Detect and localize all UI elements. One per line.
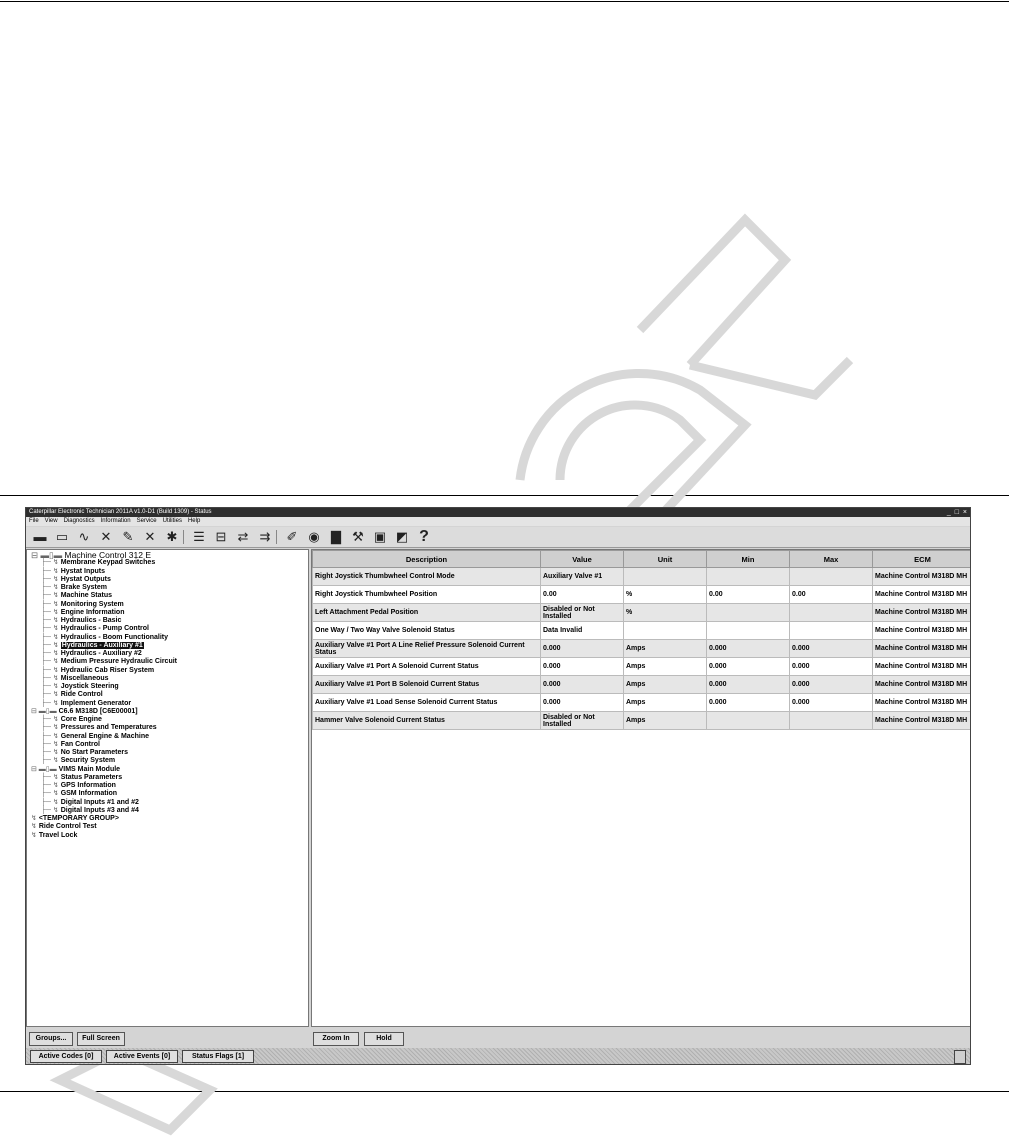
tree-item-label: Ride Control xyxy=(60,691,103,699)
tree-item-label: Machine Status xyxy=(60,592,113,600)
tree-item[interactable] xyxy=(41,683,119,691)
cell-max: 0.000 xyxy=(790,694,873,712)
parameter-group-icon: ├─ ↯ xyxy=(41,732,61,740)
tree-module-node[interactable] xyxy=(31,708,138,716)
tree-item[interactable] xyxy=(31,823,97,831)
calibrate-icon[interactable]: ⇄ xyxy=(237,529,249,544)
column-header-max[interactable]: Max xyxy=(790,551,873,568)
tree-item[interactable] xyxy=(41,716,102,724)
tree-item[interactable] xyxy=(41,634,168,642)
menu-information[interactable]: Information xyxy=(100,518,131,524)
tree-item-label: Machine Control 312 E xyxy=(64,550,151,560)
cell-unit: Amps xyxy=(624,640,707,658)
tree-item-label: VIMS Main Module xyxy=(58,765,121,773)
table-row[interactable] xyxy=(313,586,972,604)
tree-item[interactable] xyxy=(41,799,139,807)
cell-ecm: Machine Control M318D MH xyxy=(873,712,972,730)
cell-max: 0.000 xyxy=(790,640,873,658)
tree-item-label: Miscellaneous xyxy=(60,674,109,682)
tree-item-label: GSM Information xyxy=(60,790,118,798)
cell-unit xyxy=(624,568,707,586)
parameter-group-icon: ├─ ↯ xyxy=(41,567,61,575)
logged-events-icon[interactable]: ✕ xyxy=(144,529,156,544)
tree-item[interactable] xyxy=(41,625,149,633)
cell-min: 0.000 xyxy=(707,676,790,694)
parameter-group-icon: ├─ ↯ xyxy=(41,773,61,781)
tree-item-label: <TEMPORARY GROUP> xyxy=(38,815,119,822)
cell-unit: % xyxy=(624,586,707,604)
tree-item[interactable] xyxy=(31,832,77,840)
tree-item[interactable] xyxy=(41,601,124,609)
parameter-group-icon: ↯ xyxy=(31,831,39,839)
cell-max: 0.000 xyxy=(790,658,873,676)
tree-item[interactable] xyxy=(41,576,111,584)
cell-ecm: Machine Control M318D MH xyxy=(873,568,972,586)
tree-item-label: Membrane Keypad Switches xyxy=(60,559,156,567)
events-icon[interactable]: ✎ xyxy=(122,529,134,544)
cell-max xyxy=(790,604,873,622)
parameter-group-icon: ├─ ↯ xyxy=(41,674,61,682)
column-header-description[interactable]: Description xyxy=(313,551,541,568)
tree-item-label: Ride Control Test xyxy=(38,823,97,831)
table-header-row xyxy=(313,551,972,568)
tree-item-label: Engine Information xyxy=(60,608,125,616)
ecm-module-icon: ⊟ ▬▯▬ xyxy=(31,707,59,715)
toolbar xyxy=(26,527,970,548)
parameter-group-icon: ├─ ↯ xyxy=(41,757,61,765)
menu-utilities[interactable]: Utilities xyxy=(162,518,182,524)
parameter-group-icon: ├─ ↯ xyxy=(41,782,61,789)
table-row[interactable] xyxy=(313,658,972,676)
cell-unit: Amps xyxy=(624,694,707,712)
table-row[interactable] xyxy=(313,640,972,658)
middle-rule xyxy=(0,495,1009,496)
window-controls[interactable]: _ □ × xyxy=(946,509,968,516)
tree-item-label: Hystat Outputs xyxy=(60,575,111,583)
tree-module-node[interactable] xyxy=(31,766,120,774)
parameter-group-icon: ├─ ↯ xyxy=(41,608,61,616)
cell-description: Left Attachment Pedal Position xyxy=(313,604,541,622)
active-codes-tab[interactable]: Active Codes [0] xyxy=(30,1050,102,1063)
tree-item-label: Security System xyxy=(60,757,116,765)
parameter-group-icon: ├─ ↯ xyxy=(41,666,61,674)
binoculars-icon[interactable]: ▇ xyxy=(331,529,341,544)
tree-item-label: Hydraulics - Basic xyxy=(60,617,122,624)
printer-icon[interactable]: ▬ xyxy=(33,529,47,544)
tree-item-label: Implement Generator xyxy=(60,699,132,707)
cell-ecm: Machine Control M318D MH xyxy=(873,586,972,604)
cell-value: Auxiliary Valve #1 xyxy=(541,568,624,586)
status-icon[interactable]: ☰ xyxy=(193,529,205,544)
tree-item[interactable] xyxy=(41,774,122,782)
parameter-group-icon: ├─ ↯ xyxy=(41,617,61,624)
tree-item-label: Monitoring System xyxy=(60,600,124,608)
parameter-group-icon: ├─ ↯ xyxy=(41,575,61,583)
tree-item-label: GPS Information xyxy=(60,782,116,789)
tree-item[interactable] xyxy=(41,733,149,741)
cell-min: 0.000 xyxy=(707,658,790,676)
cell-value: Data Invalid xyxy=(541,622,624,640)
parameter-group-icon: ├─ ↯ xyxy=(41,716,61,723)
cell-description: Auxiliary Valve #1 Port A Line Relief Pressure Solenoid Current Status xyxy=(313,640,541,658)
cell-ecm: Machine Control M318D MH xyxy=(873,604,972,622)
menu-bar xyxy=(26,517,970,526)
parameter-group-icon: ├─ ↯ xyxy=(41,691,61,699)
gauge-icon[interactable]: ◉ xyxy=(308,529,320,544)
cell-description: Auxiliary Valve #1 Load Sense Solenoid Current Status xyxy=(313,694,541,712)
title-bar xyxy=(26,508,970,517)
parameter-group-icon: ├─ ↯ xyxy=(41,724,61,732)
tree-item-label: Fan Control xyxy=(60,740,100,748)
table-row[interactable] xyxy=(313,676,972,694)
parameter-group-icon: ├─ ↯ xyxy=(41,740,61,748)
parameter-group-icon: ├─ ↯ xyxy=(41,749,61,756)
print-preview-icon[interactable]: ▭ xyxy=(55,529,69,544)
tree-item[interactable] xyxy=(41,617,121,625)
parameter-group-icon: ├─ ↯ xyxy=(41,592,61,600)
cell-ecm: Machine Control M318D MH xyxy=(873,658,972,676)
column-header-min[interactable]: Min xyxy=(707,551,790,568)
tree-item[interactable] xyxy=(41,675,109,683)
tree-item-label: Medium Pressure Hydraulic Circuit xyxy=(60,658,178,666)
table-row[interactable] xyxy=(313,712,972,730)
column-header-ecm[interactable]: ECM xyxy=(873,551,972,568)
parameter-group-icon: ├─ ↯ xyxy=(41,658,61,666)
tree-item[interactable] xyxy=(41,658,177,666)
tree-item-label: C6.6 M318D [C6E00001] xyxy=(58,707,138,715)
parameter-group-icon: ├─ ↯ xyxy=(41,584,61,591)
parameter-group-icon: ↯ xyxy=(31,823,39,831)
parameter-group-icon: ├─ ↯ xyxy=(41,559,61,567)
cell-ecm: Machine Control M318D MH xyxy=(873,676,972,694)
cell-value: 0.000 xyxy=(541,694,624,712)
tree-item[interactable] xyxy=(41,667,154,675)
parameter-group-icon: ├─ ↯ xyxy=(41,633,61,641)
tree-item[interactable] xyxy=(41,749,128,757)
cell-min xyxy=(707,568,790,586)
cell-description: Right Joystick Thumbwheel Control Mode xyxy=(313,568,541,586)
cell-value: 0.000 xyxy=(541,676,624,694)
graph-icon[interactable]: ⇉ xyxy=(259,529,271,544)
parameter-group-tree xyxy=(26,549,309,1027)
tree-item-label: Digital Inputs #3 and #4 xyxy=(60,806,139,814)
full-screen-button[interactable]: Full Screen xyxy=(77,1032,125,1046)
tree-item-label: Hystat Inputs xyxy=(60,567,106,575)
cell-ecm: Machine Control M318D MH xyxy=(873,640,972,658)
table-row[interactable] xyxy=(313,622,972,640)
cell-value: Disabled or Not Installed xyxy=(541,712,624,730)
tree-item-label: Joystick Steering xyxy=(60,683,119,690)
cell-description: One Way / Two Way Valve Solenoid Status xyxy=(313,622,541,640)
parameter-group-icon: ├─ ↯ xyxy=(41,641,61,649)
tree-item-label: Hydraulics - Boom Functionality xyxy=(60,633,169,641)
resize-grip-icon[interactable] xyxy=(954,1050,966,1064)
tree-item-label: Hydraulics - Auxiliary #2 xyxy=(60,650,142,657)
menu-service[interactable]: Service xyxy=(136,518,157,524)
tree-item[interactable] xyxy=(41,700,131,708)
config-icon[interactable]: ⊟ xyxy=(215,529,227,544)
help-icon[interactable]: ? xyxy=(419,528,429,545)
cell-min: 0.00 xyxy=(707,586,790,604)
cell-max: 0.000 xyxy=(790,676,873,694)
menu-file[interactable]: File xyxy=(29,518,39,524)
menu-help[interactable]: Help xyxy=(187,518,201,524)
parameter-group-icon: ├─ ↯ xyxy=(41,600,61,608)
diag-codes-icon[interactable]: ✕ xyxy=(100,529,112,544)
table-row[interactable] xyxy=(313,694,972,712)
tree-item-label: Brake System xyxy=(60,584,107,591)
clear-icon[interactable]: ✱ xyxy=(166,529,178,544)
bottom-rule xyxy=(0,1091,1009,1092)
cell-min xyxy=(707,712,790,730)
cell-unit: % xyxy=(624,604,707,622)
cell-unit xyxy=(624,622,707,640)
tree-item-label: Travel Lock xyxy=(38,831,78,839)
tree-item[interactable] xyxy=(41,790,117,798)
tree-item[interactable] xyxy=(41,592,112,600)
tree-item-label: Core Engine xyxy=(60,716,102,723)
cell-min: 0.000 xyxy=(707,694,790,712)
tree-item[interactable] xyxy=(41,691,103,699)
hold-button[interactable]: Hold xyxy=(364,1032,404,1046)
cell-description: Right Joystick Thumbwheel Position xyxy=(313,586,541,604)
tree-item[interactable] xyxy=(41,782,116,790)
cell-max xyxy=(790,568,873,586)
parameter-group-icon: ├─ ↯ xyxy=(41,806,61,814)
menu-diagnostics[interactable]: Diagnostics xyxy=(63,518,95,524)
edit-icon[interactable]: ✐ xyxy=(286,529,298,544)
cell-value: Disabled or Not Installed xyxy=(541,604,624,622)
ecm-module-icon: ⊟ ▬▯▬ xyxy=(31,550,65,560)
top-rule xyxy=(0,1,1009,2)
tree-item[interactable] xyxy=(41,559,155,567)
tree-item[interactable] xyxy=(41,642,144,650)
tree-item-label: Digital Inputs #1 and #2 xyxy=(60,798,139,806)
ecm-module-icon: ⊟ ▬▯▬ xyxy=(31,765,59,773)
cell-unit: Amps xyxy=(624,658,707,676)
tree-item[interactable] xyxy=(41,568,105,576)
cell-min: 0.000 xyxy=(707,640,790,658)
menu-view[interactable]: View xyxy=(44,518,58,524)
parameter-group-icon: ├─ ↯ xyxy=(41,683,61,690)
tree-item[interactable] xyxy=(41,724,157,732)
zoom-in-button[interactable]: Zoom In xyxy=(313,1032,359,1046)
cell-max xyxy=(790,712,873,730)
status-flags-tab[interactable]: Status Flags [1] xyxy=(182,1050,254,1063)
table-row[interactable] xyxy=(313,604,972,622)
tree-module-node[interactable] xyxy=(31,551,151,559)
tree-item[interactable] xyxy=(41,609,124,617)
groups-button[interactable]: Groups... xyxy=(29,1032,73,1046)
tree-item-label: Hydraulic Cab Riser System xyxy=(60,666,155,674)
parameter-group-icon: ├─ ↯ xyxy=(41,798,61,806)
tree-item[interactable] xyxy=(31,815,119,823)
flash-icon[interactable]: ◩ xyxy=(395,529,409,544)
waveform-icon[interactable]: ∿ xyxy=(78,529,90,544)
cell-max xyxy=(790,622,873,640)
tree-item[interactable] xyxy=(41,807,139,815)
tree-item[interactable] xyxy=(41,650,142,658)
tree-item-label: No Start Parameters xyxy=(60,749,128,756)
tree-item[interactable] xyxy=(41,584,107,592)
tree-item-label: Hydraulics - Auxiliary #1 xyxy=(61,641,143,649)
cell-max: 0.00 xyxy=(790,586,873,604)
table-row[interactable] xyxy=(313,568,972,586)
status-parameter-table xyxy=(311,549,971,1027)
column-header-value[interactable]: Value xyxy=(541,551,624,568)
tree-item[interactable] xyxy=(41,757,115,765)
tree-item[interactable] xyxy=(41,741,100,749)
parameter-group-icon: ├─ ↯ xyxy=(41,790,61,798)
module-icon[interactable]: ▣ xyxy=(373,529,387,544)
column-header-unit[interactable]: Unit xyxy=(624,551,707,568)
cell-ecm: Machine Control M318D MH xyxy=(873,622,972,640)
cell-unit: Amps xyxy=(624,712,707,730)
status-bar xyxy=(26,1048,970,1064)
cell-description: Hammer Valve Solenoid Current Status xyxy=(313,712,541,730)
tree-item-label: Hydraulics - Pump Control xyxy=(60,625,149,633)
cell-description: Auxiliary Valve #1 Port B Solenoid Current Status xyxy=(313,676,541,694)
cell-description: Auxiliary Valve #1 Port A Solenoid Current Status xyxy=(313,658,541,676)
cell-ecm: Machine Control M318D MH xyxy=(873,694,972,712)
cell-value: 0.000 xyxy=(541,658,624,676)
tools-icon[interactable]: ⚒ xyxy=(352,529,364,544)
parameter-group-icon: ├─ ↯ xyxy=(41,625,61,633)
cell-min xyxy=(707,604,790,622)
parameter-group-icon: ├─ ↯ xyxy=(41,650,61,657)
cell-value: 0.000 xyxy=(541,640,624,658)
tree-item-label: General Engine & Machine xyxy=(60,732,149,740)
cell-min xyxy=(707,622,790,640)
cell-unit: Amps xyxy=(624,676,707,694)
window-title: Caterpillar Electronic Technician 2011A v1.0-D1 (Build 1309) - Status xyxy=(29,509,212,515)
parameter-group-icon: ↯ xyxy=(31,815,39,822)
parameter-group-icon: ├─ ↯ xyxy=(41,699,61,707)
active-events-tab[interactable]: Active Events [0] xyxy=(106,1050,178,1063)
tree-item-label: Pressures and Temperatures xyxy=(60,724,157,732)
app-window xyxy=(25,507,971,1065)
cell-value: 0.00 xyxy=(541,586,624,604)
tree-item-label: Status Parameters xyxy=(60,773,123,781)
